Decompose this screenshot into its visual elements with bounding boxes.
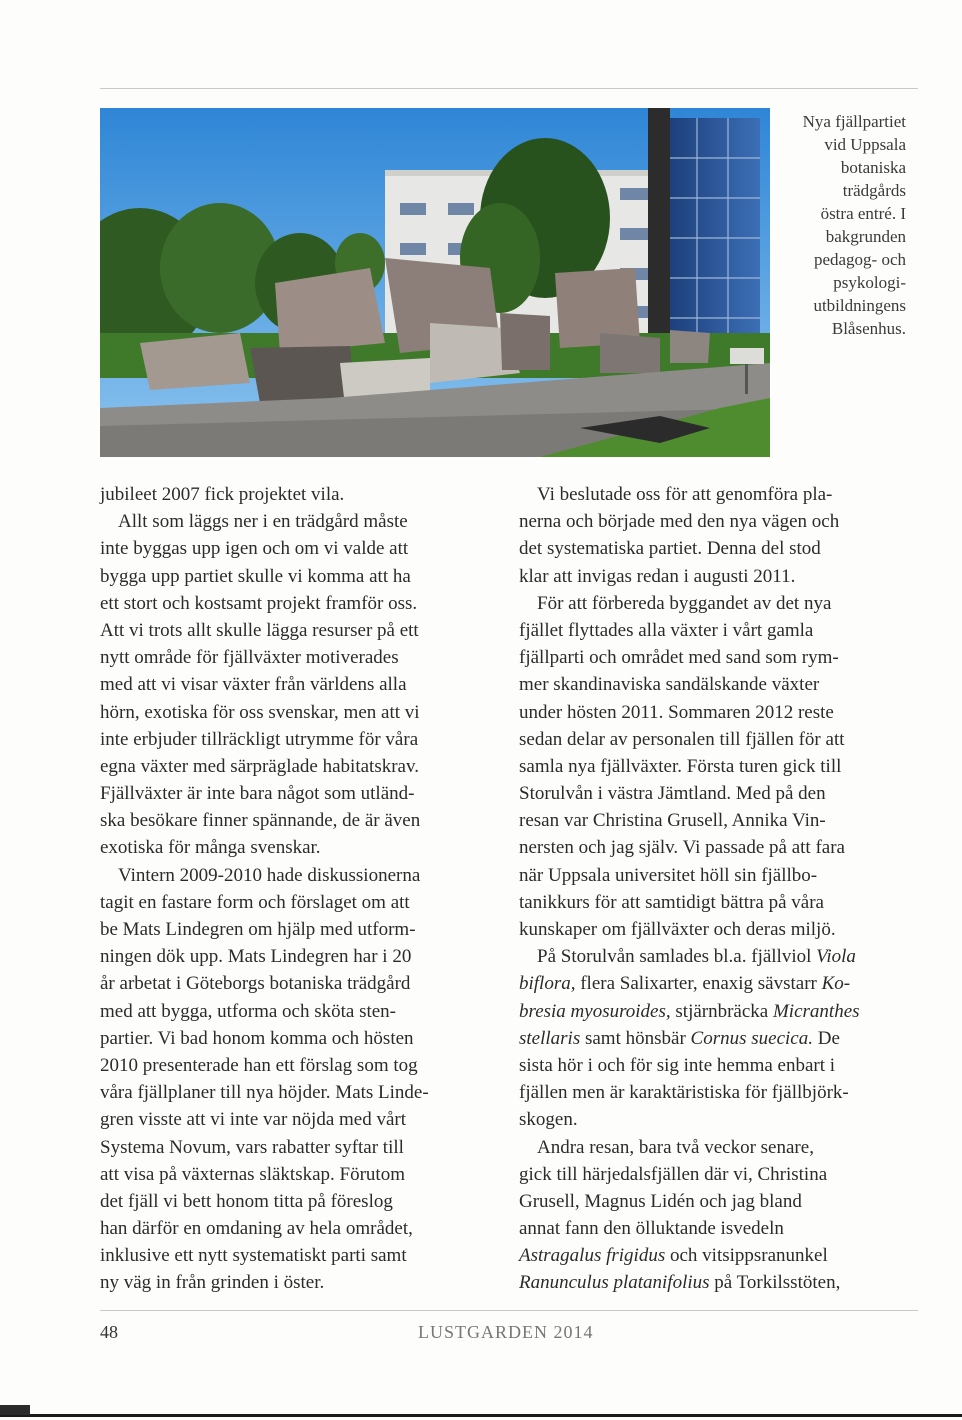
text-run: år arbetat i Göteborgs botaniska trädgård	[100, 973, 411, 995]
text-run: med att bygga, utforma och sköta sten-	[100, 1000, 397, 1022]
text-line	[519, 644, 917, 671]
text-run: tanikkurs för att samtidigt bättra på våra	[519, 891, 824, 913]
text-line	[519, 1242, 917, 1269]
text-run: tagit en fastare form och förslaget om att	[100, 891, 410, 913]
text-line	[100, 1269, 495, 1296]
text-run: egna växter med särpräglade habitatskrav.	[100, 755, 419, 777]
text-line	[519, 671, 917, 698]
text-run: bygga upp partiet skulle vi komma att ha	[100, 565, 411, 587]
text-line	[100, 1188, 495, 1215]
text-run: 2010 presenterade han ett förslag som tog	[100, 1054, 418, 1076]
text-run: resan var Christina Grusell, Annika Vin-	[519, 810, 826, 832]
italic-text: Ko-	[821, 973, 851, 995]
italic-text: Micranthes	[772, 1000, 860, 1022]
text-line	[519, 699, 917, 726]
text-line	[100, 970, 495, 997]
text-run: Allt som läggs ner i en trädgård måste	[118, 511, 408, 533]
text-run: Systema Novum, vars rabatter syftar till	[100, 1136, 404, 1158]
text-line	[519, 535, 917, 562]
top-rule	[100, 88, 918, 89]
caption-line: botaniska	[840, 158, 906, 177]
text-run: annat fann den ölluktande isvedeln	[519, 1218, 784, 1240]
text-run: stjärnbräcka	[670, 1000, 773, 1022]
text-line	[100, 943, 495, 970]
text-run: sedan delar av personalen till fjällen för att	[519, 728, 845, 750]
caption-line: utbildningens	[813, 296, 906, 315]
text-line	[519, 916, 917, 943]
caption-line: psykologi-	[833, 273, 906, 292]
text-run: Andra resan, bara två veckor senare,	[537, 1136, 814, 1158]
text-line	[100, 998, 495, 1025]
text-run: nerna och började med den nya vägen och	[519, 511, 840, 533]
text-line	[100, 617, 495, 644]
text-run: nersten och jag själv. Vi passade på att fara	[519, 837, 845, 859]
text-run: gren visste att vi inte var nöjda med vårt	[100, 1109, 407, 1131]
text-run: det systematiska partiet. Denna del stod	[519, 538, 821, 560]
italic-text: Ranunculus platanifolius	[519, 1272, 710, 1294]
text-run: inte erbjuder tillräckligt utrymme för våra	[100, 728, 419, 750]
text-run: fjällen men är karaktäristiska för fjällbjörk-	[519, 1082, 849, 1104]
text-line	[519, 998, 917, 1025]
text-line	[100, 535, 495, 562]
text-run: ett stort och kostsamt projekt framför oss.	[100, 592, 418, 614]
text-run: inklusive ett nytt systematiskt parti samt	[100, 1245, 407, 1267]
text-run: fjället flyttades alla växter i vårt gamla	[519, 619, 814, 641]
text-line	[519, 1269, 917, 1296]
text-line	[519, 508, 917, 535]
running-head: LUSTGARDEN 2014	[418, 1322, 594, 1342]
text-run: det fjäll vi bett honom titta på föreslog	[100, 1190, 393, 1212]
text-line	[100, 1052, 495, 1079]
page-number: 48	[100, 1322, 118, 1342]
text-run: Storulvån i västra Jämtland. Med på den	[519, 783, 826, 805]
text-line	[100, 671, 495, 698]
text-run: ningen dök upp. Mats Lindegren har i 20	[100, 946, 412, 968]
text-line	[519, 1188, 917, 1215]
text-line	[519, 1079, 917, 1106]
text-line	[100, 862, 495, 889]
text-run: De	[812, 1027, 840, 1049]
text-line	[100, 508, 495, 535]
text-run: Grusell, Magnus Lidén och jag bland	[519, 1190, 802, 1212]
text-line	[100, 481, 495, 508]
text-line	[519, 590, 917, 617]
text-run: Att vi trots allt skulle lägga resurser på ett	[100, 619, 419, 641]
text-line	[519, 1161, 917, 1188]
text-line	[519, 889, 917, 916]
text-line	[100, 699, 495, 726]
text-run: han därför en omdaning av hela området,	[100, 1218, 413, 1240]
text-line	[519, 943, 917, 970]
text-line	[100, 726, 495, 753]
text-line	[100, 1106, 495, 1133]
text-run: att visa på växternas släktskap. Förutom	[100, 1163, 405, 1185]
text-run: på Torkilsstöten,	[709, 1272, 841, 1294]
text-line	[519, 1106, 917, 1133]
text-line	[519, 1134, 917, 1161]
text-line	[100, 916, 495, 943]
text-line	[519, 834, 917, 861]
text-line	[519, 1215, 917, 1242]
text-line	[519, 807, 917, 834]
text-line	[100, 644, 495, 671]
text-line	[100, 563, 495, 590]
scan-edge-mark	[0, 1405, 30, 1415]
text-run: våra fjällplaner till nya höjder. Mats Linde-	[100, 1082, 429, 1104]
text-run: För att förbereda byggandet av det nya	[537, 592, 832, 614]
text-line	[519, 1052, 917, 1079]
text-run: gick till härjedalsfjällen där vi, Christina	[519, 1163, 828, 1185]
text-line	[100, 1215, 495, 1242]
italic-text: stellaris	[519, 1027, 581, 1049]
text-run: skogen.	[519, 1109, 578, 1131]
text-run: exotiska för många svenskar.	[100, 837, 321, 859]
text-run: klar att invigas redan i augusti 2011.	[519, 565, 796, 587]
text-line	[100, 807, 495, 834]
text-run: och vitsippsranunkel	[665, 1245, 828, 1267]
text-run: På Storulvån samlades bl.a. fjällviol	[537, 946, 817, 968]
text-run: nytt område för fjällväxter motiverades	[100, 647, 399, 669]
text-run: samt hönsbär	[580, 1027, 691, 1049]
italic-text: Viola	[816, 946, 856, 968]
text-run: Fjällväxter är inte bara något som utländ-	[100, 783, 415, 805]
text-line	[100, 1161, 495, 1188]
text-line	[519, 753, 917, 780]
caption-line: trädgårds	[842, 181, 906, 200]
text-run: samla nya fjällväxter. Första turen gick till	[519, 755, 842, 777]
caption-line: vid Uppsala	[824, 135, 906, 154]
text-line	[100, 1079, 495, 1106]
bottom-rule	[100, 1310, 918, 1311]
text-run: fjällparti och området med sand som rym-	[519, 647, 839, 669]
text-line	[519, 481, 917, 508]
italic-text: Astragalus frigidus	[519, 1245, 666, 1267]
text-run: Vi beslutade oss för att genomföra pla-	[537, 484, 833, 505]
text-line	[519, 726, 917, 753]
italic-text: bresia myosuroides,	[519, 1000, 671, 1022]
caption-line: östra entré. I	[820, 204, 906, 223]
text-line	[100, 834, 495, 861]
caption-line: Blåsenhus.	[831, 319, 906, 338]
text-line	[100, 1134, 495, 1161]
text-run: under hösten 2011. Sommaren 2012 reste	[519, 701, 834, 723]
text-line	[519, 970, 917, 997]
left-column	[100, 481, 495, 1297]
scan-edge-line	[0, 1414, 962, 1417]
text-run: be Mats Lindegren om hjälp med utform-	[100, 919, 416, 940]
text-run: partier. Vi bad honom komma och hösten	[100, 1027, 414, 1049]
text-line	[519, 862, 917, 889]
caption-line: bakgrunden	[825, 227, 906, 246]
text-line	[100, 753, 495, 780]
italic-text: Cornus suecica.	[690, 1027, 813, 1049]
italic-text: biflora,	[519, 973, 576, 995]
text-run: sista hör i och för sig inte hemma enbart i	[519, 1054, 836, 1076]
text-run: ny väg in från grinden i öster.	[100, 1272, 325, 1294]
right-column	[519, 481, 917, 1297]
text-line	[100, 590, 495, 617]
text-run: ska besökare finner spännande, de är även	[100, 810, 421, 832]
text-line	[100, 1025, 495, 1052]
text-line	[519, 563, 917, 590]
text-run: Vintern 2009-2010 hade diskussionerna	[118, 864, 421, 886]
text-run: när Uppsala universitet höll sin fjällbo-	[519, 864, 818, 886]
text-line	[519, 780, 917, 807]
text-line	[100, 889, 495, 916]
text-line	[519, 617, 917, 644]
text-run: hörn, exotiska för oss svenskar, men att vi	[100, 701, 420, 723]
caption-line: pedagog- och	[813, 250, 906, 269]
photo-caption	[776, 110, 906, 340]
text-run: mer skandinaviska sandälskande växter	[519, 674, 820, 696]
text-line	[100, 1242, 495, 1269]
text-line	[100, 780, 495, 807]
text-run: med att vi visar växter från världens alla	[100, 674, 407, 696]
garden-photo	[100, 108, 770, 457]
text-run: kunskaper om fjällväxter och deras miljö.	[519, 919, 836, 940]
text-run: inte byggas upp igen och om vi valde att	[100, 538, 409, 560]
text-run: jubileet 2007 fick projektet vila.	[100, 484, 345, 505]
text-line	[519, 1025, 917, 1052]
text-run: flera Salixarter, enaxig sävstarr	[575, 973, 822, 995]
caption-line: Nya fjällpartiet	[802, 112, 906, 131]
